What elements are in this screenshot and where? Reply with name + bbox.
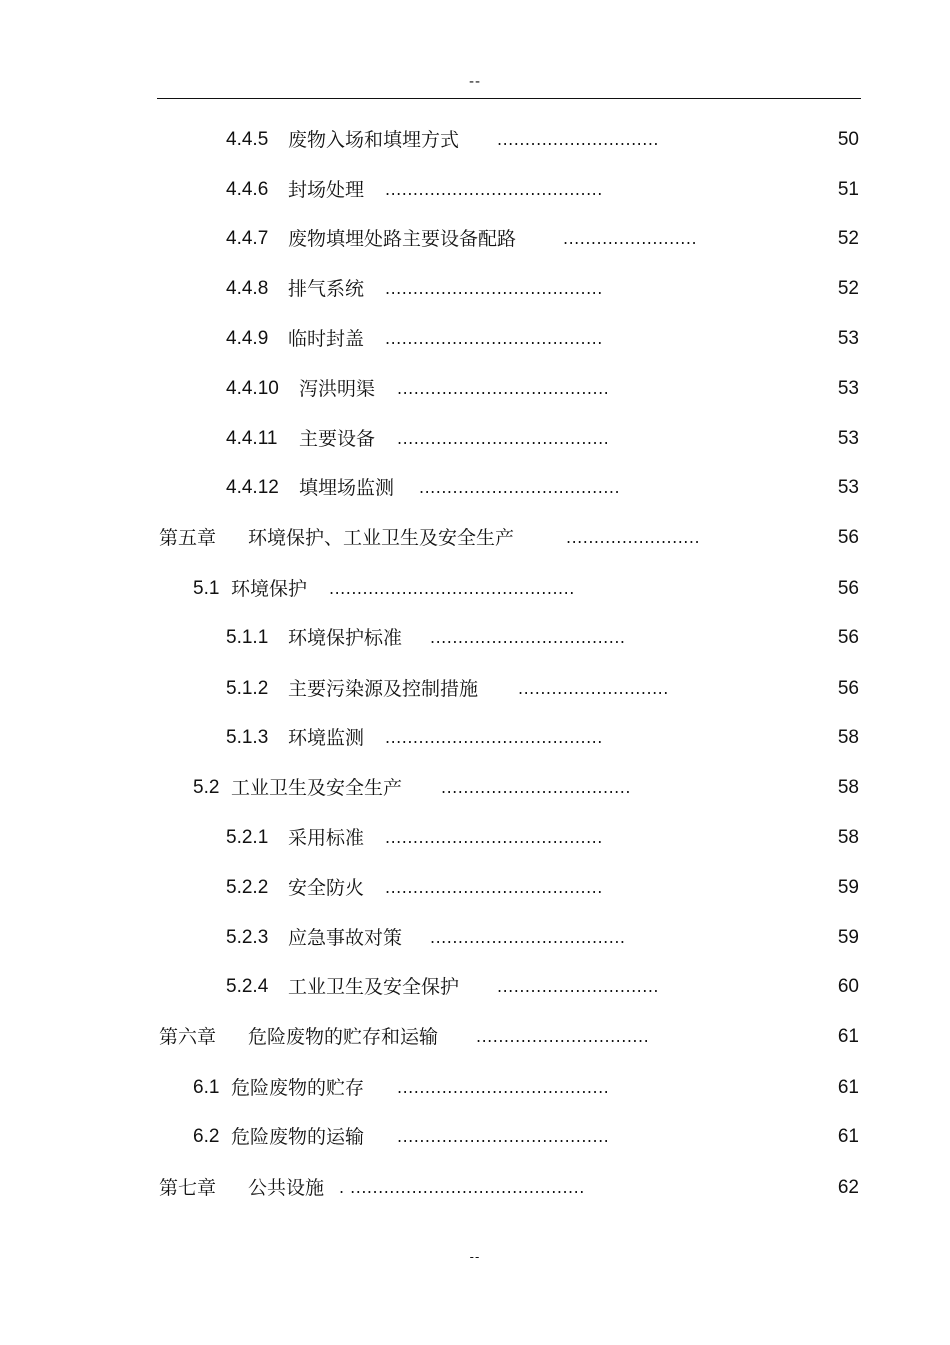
header-divider <box>157 98 861 99</box>
toc-page-number: 58 <box>837 727 859 748</box>
toc-leader-dots: ............................... <box>476 1027 650 1046</box>
toc-entry[interactable] <box>0 1173 950 1203</box>
toc-title: 工业卫生及安全保护 <box>288 976 460 998</box>
toc-entry[interactable] <box>0 274 950 304</box>
toc-entry[interactable] <box>0 523 950 553</box>
toc-number: 4.4.11 <box>226 428 278 449</box>
toc-page-number: 53 <box>837 477 859 498</box>
toc-entry[interactable] <box>0 623 950 653</box>
toc-entry[interactable] <box>0 773 950 803</box>
toc-page-number: 53 <box>837 428 859 449</box>
toc-entry[interactable] <box>0 175 950 205</box>
toc-page-number: 56 <box>837 678 859 699</box>
toc-title: 排气系统 <box>288 278 365 300</box>
toc-page-number: 59 <box>837 927 859 948</box>
toc-title: 公共设施 <box>248 1177 325 1199</box>
toc-number: 5.1.1 <box>226 627 269 648</box>
toc-entry[interactable] <box>0 1122 950 1152</box>
toc-title: 危险废物的运输 <box>231 1126 365 1148</box>
toc-leader-dots: ....................................... <box>385 329 603 348</box>
toc-number: 4.4.8 <box>226 278 269 299</box>
toc-leader-dots: ....................................... <box>385 279 603 298</box>
toc-number: 4.4.6 <box>226 179 269 200</box>
toc-number: 4.4.9 <box>226 328 269 349</box>
toc-title: 临时封盖 <box>288 328 365 350</box>
toc-page-number: 56 <box>837 578 859 599</box>
toc-title: 废物入场和填埋方式 <box>288 129 460 151</box>
toc-leader-dots: .................................. <box>441 778 631 797</box>
toc-chapter-number: 第五章 <box>159 527 217 549</box>
toc-title: 主要设备 <box>299 428 376 450</box>
toc-leader-dots: ............................................ <box>329 579 575 598</box>
toc-entry[interactable] <box>0 674 950 704</box>
toc-title: 主要污染源及控制措施 <box>288 678 479 700</box>
toc-entry[interactable] <box>0 224 950 254</box>
toc-leader-dots: ...................................... <box>397 429 610 448</box>
toc-title: 危险废物的贮存和运输 <box>248 1026 439 1048</box>
toc-leader-dots: ...................................... <box>397 1078 610 1097</box>
toc-title: 环境保护 <box>231 578 308 600</box>
toc-page-number: 61 <box>837 1026 859 1047</box>
toc-entry[interactable] <box>0 574 950 604</box>
toc-leader-dots: ...................................... <box>397 379 610 398</box>
toc-number: 4.4.10 <box>226 378 279 399</box>
toc-entry[interactable] <box>0 1073 950 1103</box>
toc-entry[interactable] <box>0 125 950 155</box>
page-header-mark: -- <box>468 74 482 90</box>
toc-leader-dots: ....................................... <box>385 180 603 199</box>
toc-page-number: 52 <box>837 228 859 249</box>
toc-title: 封场处理 <box>288 179 365 201</box>
toc-page-number: 58 <box>837 777 859 798</box>
toc-title: 安全防火 <box>288 877 365 899</box>
toc-leader-dots: .................................... <box>419 478 621 497</box>
toc-entry[interactable] <box>0 374 950 404</box>
toc-leader-dots: ........................ <box>563 229 698 248</box>
toc-page-number: 53 <box>837 328 859 349</box>
toc-leader-dots: ........................... <box>518 679 669 698</box>
toc-entry[interactable] <box>0 473 950 503</box>
toc-leader-dots: ....................................... <box>385 728 603 747</box>
toc-number: 5.1 <box>193 578 220 599</box>
toc-leader-dots: ...................................... <box>397 1127 610 1146</box>
toc-entry[interactable] <box>0 923 950 953</box>
toc-leader-dots: ............................. <box>497 977 659 996</box>
toc-entry[interactable] <box>0 723 950 753</box>
toc-title: 应急事故对策 <box>288 927 403 949</box>
toc-number: 5.2.4 <box>226 976 269 997</box>
toc-page-number: 58 <box>837 827 859 848</box>
toc-title: 废物填埋处路主要设备配路 <box>288 228 517 250</box>
toc-number: 5.1.2 <box>226 678 269 699</box>
toc-leader-dots: ....................................... <box>385 878 603 897</box>
toc-number: 4.4.5 <box>226 129 269 150</box>
page-footer-mark: -- <box>469 1250 481 1264</box>
toc-page-number: 62 <box>837 1177 859 1198</box>
toc-title: 环境监测 <box>288 727 365 749</box>
toc-page-number: 52 <box>837 278 859 299</box>
toc-entry[interactable] <box>0 823 950 853</box>
toc-number: 5.2.3 <box>226 927 269 948</box>
toc-title: 危险废物的贮存 <box>231 1077 365 1099</box>
toc-page-number: 50 <box>837 129 859 150</box>
toc-number: 6.2 <box>193 1126 220 1147</box>
toc-number: 5.2.2 <box>226 877 269 898</box>
toc-title: 泻洪明渠 <box>299 378 376 400</box>
toc-entry[interactable] <box>0 324 950 354</box>
toc-page-number: 59 <box>837 877 859 898</box>
toc-page-number: 61 <box>837 1077 859 1098</box>
toc-leader-dots: ........................ <box>566 528 701 547</box>
toc-page-number: 51 <box>837 179 859 200</box>
toc-page-number: 61 <box>837 1126 859 1147</box>
toc-entry[interactable] <box>0 1022 950 1052</box>
toc-page-number: 56 <box>837 527 859 548</box>
toc-chapter-number: 第六章 <box>159 1026 217 1048</box>
toc-title: 工业卫生及安全生产 <box>231 777 403 799</box>
toc-entry[interactable] <box>0 424 950 454</box>
toc-page-number: 60 <box>837 976 859 997</box>
toc-page-number: 53 <box>837 378 859 399</box>
toc-leader-dots: . .......................................... <box>339 1178 585 1197</box>
toc-number: 5.2 <box>193 777 220 798</box>
toc-title: 采用标准 <box>288 827 365 849</box>
toc-chapter-number: 第七章 <box>159 1177 217 1199</box>
toc-number: 5.1.3 <box>226 727 269 748</box>
toc-leader-dots: ............................. <box>497 130 659 149</box>
toc-number: 4.4.12 <box>226 477 279 498</box>
toc-number: 5.2.1 <box>226 827 269 848</box>
toc-leader-dots: ....................................... <box>385 828 603 847</box>
toc-title: 填埋场监测 <box>299 477 395 499</box>
toc-entry[interactable] <box>0 873 950 903</box>
toc-leader-dots: ................................... <box>430 628 626 647</box>
toc-number: 4.4.7 <box>226 228 269 249</box>
toc-page-number: 56 <box>837 627 859 648</box>
toc-entry[interactable] <box>0 972 950 1002</box>
toc-number: 6.1 <box>193 1077 220 1098</box>
toc-leader-dots: ................................... <box>430 928 626 947</box>
toc-title: 环境保护、工业卫生及安全生产 <box>248 527 515 549</box>
toc-title: 环境保护标准 <box>288 627 403 649</box>
